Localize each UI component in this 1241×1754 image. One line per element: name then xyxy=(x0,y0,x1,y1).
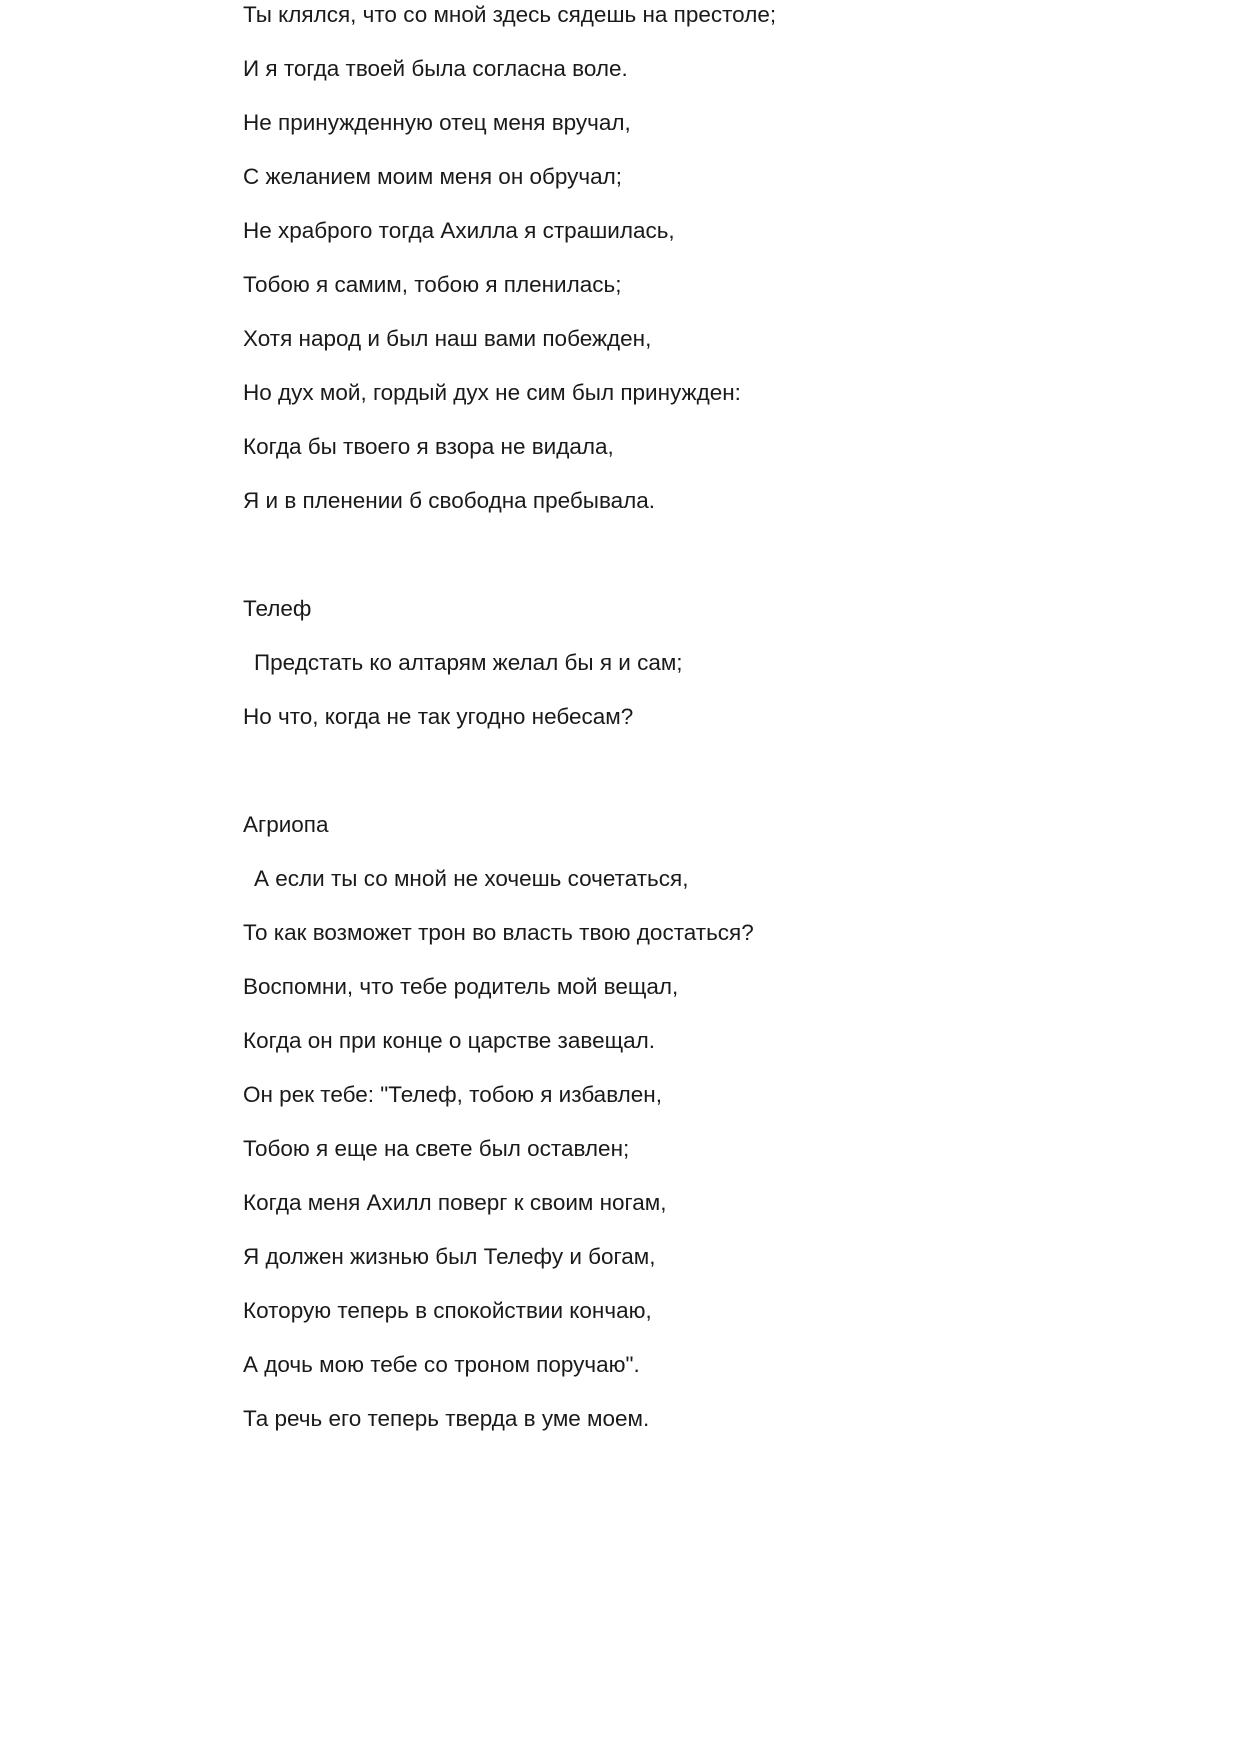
verse-line: Ты клялся, что со мной здесь сядешь на престоле; xyxy=(243,2,777,27)
verse-line: Но дух мой, гордый дух не сим был принужден: xyxy=(243,380,741,405)
verse-line: Предстать ко алтарям желал бы я и сам; xyxy=(254,650,683,675)
verse-line: Я и в пленении б свободна пребывала. xyxy=(243,488,656,513)
verse-line: А если ты со мной не хочешь сочетаться, xyxy=(254,866,689,891)
verse-line: Тобою я самим, тобою я пленилась; xyxy=(243,272,622,297)
verse-line: Та речь его теперь тверда в уме моем. xyxy=(243,1406,650,1431)
verse-line: Не принужденную отец меня вручал, xyxy=(243,110,631,135)
verse-line: Когда меня Ахилл поверг к своим ногам, xyxy=(243,1190,667,1215)
verse-line: Не храброго тогда Ахилла я страшилась, xyxy=(243,218,675,243)
verse-line: Он рек тебе: "Телеф, тобою я избавлен, xyxy=(243,1082,662,1107)
verse-line: Я должен жизнью был Телефу и богам, xyxy=(243,1244,656,1269)
verse-line: Тобою я еще на свете был оставлен; xyxy=(243,1136,630,1161)
verse-line: И я тогда твоей была согласна воле. xyxy=(243,56,628,81)
speaker-name: Телеф xyxy=(243,596,312,621)
verse-line: Которую теперь в спокойствии кончаю, xyxy=(243,1298,652,1323)
verse-line: С желанием моим меня он обручал; xyxy=(243,164,623,189)
verse-line: А дочь мою тебе со троном поручаю". xyxy=(243,1352,640,1377)
verse-line: Воспомни, что тебе родитель мой вещал, xyxy=(243,974,679,999)
speaker-name: Агриопа xyxy=(243,812,329,837)
verse-line: Когда он при конце о царстве завещал. xyxy=(243,1028,655,1053)
verse-line: Но что, когда не так угодно небесам? xyxy=(243,704,634,729)
verse-line: Хотя народ и был наш вами побежден, xyxy=(243,326,652,351)
verse-line: Когда бы твоего я взора не видала, xyxy=(243,434,614,459)
verse-line: То как возможет трон во власть твою достаться? xyxy=(243,920,754,945)
